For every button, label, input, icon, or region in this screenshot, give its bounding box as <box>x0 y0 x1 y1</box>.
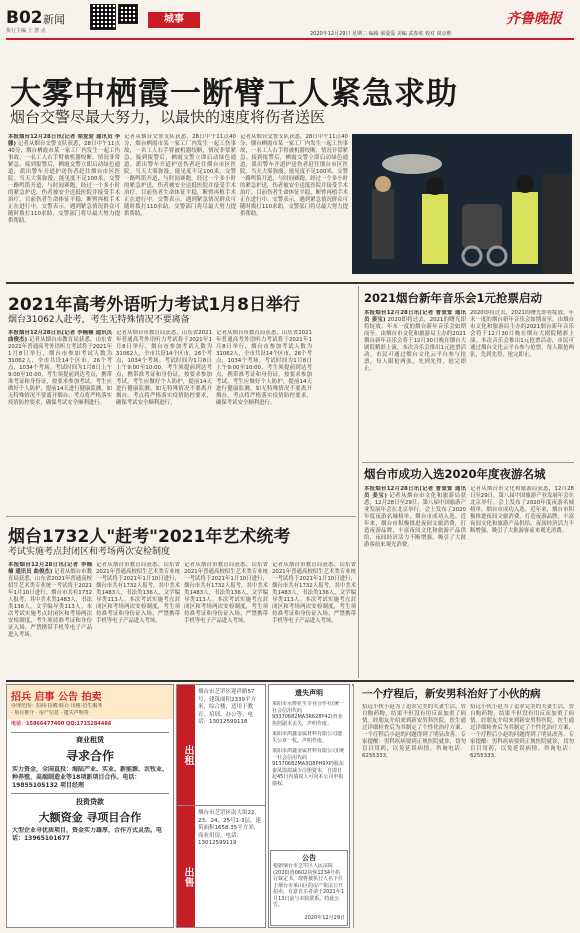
rent-ad <box>177 685 265 805</box>
art-body-text-4: 记者从烟台市教育局获悉，山东省2021年普通高校招生艺术类专业统一考试将于2021年1月10日进行，烟台市共有1732人报考，其中美术类1483人，书法类136人，文学编导类113人。本次考试实施考点封闭区和考场两次安检制度，考生须持准考证和身份证入场，严禁携带手机等电子产品进入考场。 <box>272 562 356 624</box>
lead-byline: 本报烟台12月28日讯(记者 梁爱爱 通讯员 李娜) <box>8 134 120 147</box>
exam-body-col2 <box>116 330 212 518</box>
public-notice-title: 公告 <box>302 854 316 862</box>
qr-code-icon-small <box>118 4 138 24</box>
lead-body-col2 <box>124 134 236 276</box>
exam-headline: 2021年高考外语听力考试1月8日举行 <box>8 295 300 315</box>
concert-body-text-2: 2020即将过去，2021的曙光即将绽放。年末一度的烟台新年音乐会如期而至。由烟台市文化和旅游局主办的2021烟台新年音乐会将于12月30日晚在烟台大剧院精彩上演。本次音乐会推出1元抢票活动，市民可通过烟台文化云平台参与抢票，每人限抢两张，先到先得，抢完即止。 <box>470 310 574 358</box>
exam-body-col1 <box>8 330 112 518</box>
notice-item: 莱阳市水橙花生专业合作社(统一社会信用代码93370682MA3R628Y42)营业执照副本丢失，声明作废。 <box>272 701 344 727</box>
art-body-col4 <box>272 562 356 677</box>
art-body-col2 <box>96 562 180 677</box>
exam-byline: 本报烟台12月28日讯(记者 李楠楠 通讯员 曲俊杰) <box>8 330 112 343</box>
art-body-text-3: 记者从烟台市教育局获悉，山东省2021年普通高校招生艺术类专业统一考试将于2021年1月10日进行，烟台市共有1732人报考，其中美术类1483人，书法类136人，文学编导类113人。本次考试实施考点封闭区和考场两次安检制度，考生须持准考证和身份证入场，严禁携带手机等电子产品进入考场。 <box>184 562 268 624</box>
ad-block2-sub: 大额资金 寻项目合作 <box>38 810 142 824</box>
concert-body-col1 <box>364 310 466 460</box>
ad-banner-line-1: 办理范围：招商·招聘·转让·出租·招生服务 <box>11 703 103 709</box>
art-subhead: 考试实施考点封闭区和考场两次安检制度 <box>8 547 171 557</box>
rent-sale-ad-block <box>176 684 266 928</box>
ad-block1-sub: 寻求合作 <box>65 748 114 763</box>
lead-subhead: 烟台交警尽最大努力，以最快的速度将伤者送医 <box>10 108 326 126</box>
doctor-body-text-2: 招远小伙小赵为了追求完美的夫妻生活，曾自购药物，结果不但没有用反而加重了病情。经朋友介绍来到新安男科医院，医生通过详细检查后为其制定了个性化治疗方案，一个疗程后小赵的问题得到了明显改善。专家提醒：男科疾病要到正规医院就诊，切勿盲目用药，以免延误病情。咨询电话：6255333。 <box>470 704 574 759</box>
header-rule <box>6 38 574 40</box>
ad-block1-body: 实力资金，全国直投：海陆产业、实业、新能源、农牧业、种养殖、高端制造业等18项新项目合作。电话：19855105132 项目经理 <box>12 765 169 789</box>
lead-body-text: 记者从烟台交警支队获悉，28日中午11点40分，烟台栖霞市某一家工厂内发生一起工伤事故，一名工人右手臂被机器绞断，情况非常紧急。接到报警后，栖霞交警立即启动绿色通道，派出警车开道护送伤者赶往烟台市区医院。当天大雾弥漫，能见度不足100米，交警一路鸣笛开道，与时间赛跑。经过一个多小时的紧急护送，伤者被安全送抵医院并接受手术治疗。目前伤者生命体征平稳，断臂再植手术正在进行中。交警表示，遇到紧急情况群众可随时拨打110求助，交警部门将尽最大努力提供帮助。 <box>8 141 120 224</box>
doctor-body-col2 <box>470 704 574 928</box>
page-number: B02 <box>6 8 43 28</box>
doctor-headline: 一个疗程后，新安男科治好了小伙的病 <box>362 688 541 700</box>
column-divider <box>353 684 354 928</box>
rent-label: 出租 <box>177 685 195 805</box>
section-divider <box>6 680 574 682</box>
art-headline: 烟台1732人"赶考"2021年艺术统考 <box>8 527 291 547</box>
section-tag: 城事 <box>148 12 200 28</box>
lead-body-text-2: 记者从烟台交警支队获悉，28日中午11点40分，烟台栖霞市某一家工厂内发生一起工伤事故，一名工人右手臂被机器绞断，情况非常紧急。接到报警后，栖霞交警立即启动绿色通道，派出警车开道护送伤者赶往烟台市区医院。当天大雾弥漫，能见度不足100米，交警一路鸣笛开道，与时间赛跑。经过一个多小时的紧急护送，伤者被安全送抵医院并接受手术治疗。目前伤者生命体征平稳，断臂再植手术正在进行中。交警表示，遇到紧急情况群众可随时拨打110求助，交警部门将尽最大努力提供帮助。 <box>124 134 236 217</box>
editor-line: 执行主编 上 善 点 <box>6 28 46 34</box>
ad-banner-title: 招兵 启事 公告 拍卖 <box>11 692 102 703</box>
ad-banner-phone: 电话：15866477400 QQ:1715284486 <box>11 721 112 727</box>
ad-block2-body: 大型企业寻优质项目，资金实力雄厚，合作方式灵活。电话：13965101677 <box>12 826 163 842</box>
notice-item: 莱阳市鸿鑫金属材料有限公司(统一社会信用代码91370682MA3Q8PH9XP)股东秦凤霞拟减少注册资本，自即日起45日内债权人可向本公司申报债权。 <box>272 748 344 787</box>
famous-body-text: 记者从烟台市文化和旅游局获悉，12月28日至29日，第八届中国旅游产业发展年会在北京举行。会上发布了2020年度夜游名城榜单，烟台市成功入选。近年来，烟台市积极推进夜间文旅消费，打造夜游品牌，丰富夜间文化和旅游产品供给，夜间经济活力不断增强，吸引了大批游客前来观光消费。 <box>364 493 466 548</box>
sale-label: 出售 <box>177 806 195 927</box>
sale-body: 烟台市芝罘区南大街22、23、24、25号1-3层，建筑面积1658.35平方米，商业用房。电话：13012599119 <box>198 810 261 846</box>
ad-banner-line-2: · 项目推介 · 房产信息 · 遗失声明等 <box>11 709 89 716</box>
lead-headline: 大雾中栖霞一断臂工人紧急求助 <box>10 76 458 112</box>
lead-body-col3 <box>240 134 348 276</box>
art-body-text-2: 记者从烟台市教育局获悉，山东省2021年普通高校招生艺术类专业统一考试将于2021年1月10日进行，烟台市共有1732人报考，其中美术类1483人，书法类136人，文学编导类113人。本次考试实施考点封闭区和考场两次安检制度，考生须持准考证和身份证入场，严禁携带手机等电子产品进入考场。 <box>96 562 180 624</box>
doctor-body-text: 招远小伙小赵为了追求完美的夫妻生活，曾自购药物，结果不但没有用反而加重了病情。经朋友介绍来到新安男科医院，医生通过详细检查后为其制定了个性化治疗方案，一个疗程后小赵的问题得到了明显改善。专家提醒：男科疾病要到正规医院就诊，切勿盲目用药，以免延误病情。咨询电话：6255333。 <box>362 704 466 759</box>
famous-body-text-2: 记者从烟台市文化和旅游局获悉，12月28日至29日，第八届中国旅游产业发展年会在北京举行。会上发布了2020年度夜游名城榜单，烟台市成功入选。近年来，烟台市积极推进夜间文旅消费，打造夜游品牌，丰富夜间文化和旅游产品供给，夜间经济活力不断增强，吸引了大批游客前来观光消费。 <box>470 486 574 534</box>
newspaper-logo: 齐鲁晚报 <box>506 11 562 27</box>
concert-headline: 2021烟台新年音乐会1元抢票启动 <box>364 291 543 305</box>
ad-block1-title: 商业租赁 <box>76 735 104 744</box>
famous-headline: 烟台市成功入选2020年度夜游名城 <box>364 467 546 481</box>
divider <box>6 516 356 517</box>
famous-body-col2 <box>470 486 574 678</box>
lead-body-text-3: 记者从烟台交警支队获悉，28日中午11点40分，烟台栖霞市某一家工厂内发生一起工伤事故，一名工人右手臂被机器绞断，情况非常紧急。接到报警后，栖霞交警立即启动绿色通道，派出警车开道护送伤者赶往烟台市区医院。当天大雾弥漫，能见度不足100米，交警一路鸣笛开道，与时间赛跑。经过一个多小时的紧急护送，伤者被安全送抵医院并接受手术治疗。目前伤者生命体征平稳，断臂再植手术正在进行中。交警表示，遇到紧急情况群众可随时拨打110求助，交警部门将尽最大努力提供帮助。 <box>240 134 348 217</box>
concert-body-col2 <box>470 310 574 460</box>
date-line: 2020年12月29日 星期二 编辑 梁爱爱 美编 武春虎 校对 周京熙 <box>310 31 452 37</box>
rent-body: 烟台市芝罘区迎祥路57号，建筑面积2339平方米，综合楼，适用于教育、培训、办公等。电话：13012599118 <box>198 689 256 725</box>
classified-ad-block <box>6 684 174 928</box>
exam-body-text: 记者从烟台市教育局获悉，山东省2021年普通高考外语听力考试将于2021年1月8日举行，烟台市参加考试人数为31062人，全市共设14个区市、26个考点，1034个考场。考试时间为1月8日上午9:00至10:00，考生须提前到达考点，携带准考证和身份证，按要求参加考试。考生应做好个人防护，提前14天进行健康监测，如无特殊情况不要离开烟台。考点将严格落实疫情防控要求，确保考试安全顺利进行。 <box>8 337 112 406</box>
art-byline: 本报烟台12月28日讯(记者 李楠楠 通讯员 曲俊杰) <box>8 562 92 575</box>
exam-subhead: 烟台31062人赴考，考生无特殊情况不要离备 <box>8 315 190 325</box>
exam-body-text-3: 记者从烟台市教育局获悉，山东省2021年普通高考外语听力考试将于2021年1月8日举行，烟台市参加考试人数为31062人，全市共设14个区市、26个考点，1034个考场。考试时间为1月8日上午9:00至10:00，考生须提前到达考点，携带准考证和身份证，按要求参加考试。考生应做好个人防护，提前14天进行健康监测，如无特殊情况不要离开烟台。考点将严格落实疫情防控要求，确保考试安全顺利进行。 <box>216 330 312 406</box>
column-divider <box>358 286 359 678</box>
ad-banner <box>7 685 173 719</box>
sale-ad <box>177 805 265 927</box>
art-body-col1 <box>8 562 92 677</box>
art-body-col3 <box>184 562 268 677</box>
section-name: 新闻 <box>43 13 65 26</box>
lead-body-col1 <box>8 134 120 276</box>
notice-item: 莱阳市鸿鑫金属材料有限公司遗失公章一枚，声明作废。 <box>272 731 343 744</box>
public-notice-block <box>270 850 348 926</box>
concert-byline: 本报烟台12月28日讯(记者 曹萱萱 通讯员 姜宝) <box>364 310 466 323</box>
lead-photo <box>352 134 572 274</box>
public-notice-date: 2020年12月29日 <box>304 915 345 921</box>
masthead <box>0 0 580 37</box>
section-divider <box>6 282 574 284</box>
public-notice-body: 根据烟台市芝罘区人民法院(2020)鲁0602执恢1234号执行裁定书，现将被执行人名下位于烟台市莱山区的房产依法公开拍卖，有意竞买者请于2021年1月13日前与本院联系。特此公告。 <box>273 863 344 908</box>
divider <box>362 462 574 463</box>
famous-byline: 本报烟台12月28日讯(记者 曹萱萱 通讯员 姜宝) <box>364 486 466 499</box>
exam-body-text-2: 记者从烟台市教育局获悉，山东省2021年普通高考外语听力考试将于2021年1月8日举行，烟台市参加考试人数为31062人，全市共设14个区市、26个考点，1034个考场。考试时间为1月8日上午9:00至10:00，考生须提前到达考点，携带准考证和身份证，按要求参加考试。考生应做好个人防护，提前14天进行健康监测，如无特殊情况不要离开烟台。考点将严格落实疫情防控要求，确保考试安全顺利进行。 <box>116 330 212 406</box>
exam-body-col3 <box>216 330 312 518</box>
famous-body-col1 <box>364 486 466 678</box>
notice-title: 遗失声明 <box>295 689 323 697</box>
photo-scene-icon <box>352 134 572 274</box>
art-body-text: 记者从烟台市教育局获悉，山东省2021年普通高校招生艺术类专业统一考试将于2021年1月10日进行，烟台市共有1732人报考，其中美术类1483人，书法类136人，文学编导类113人。本次考试实施考点封闭区和考场两次安检制度，考生须持准考证和身份证入场，严禁携带手机等电子产品进入考场。 <box>8 569 92 638</box>
doctor-body-col1 <box>362 704 466 928</box>
qr-code-icon <box>90 4 116 30</box>
concert-body-text: 2020即将过去，2021的曙光即将绽放。年末一度的烟台新年音乐会如期而至。由烟台市文化和旅游局主办的2021烟台新年音乐会将于12月30日晚在烟台大剧院精彩上演。本次音乐会推出1元抢票活动，市民可通过烟台文化云平台参与抢票，每人限抢两张，先到先得，抢完即止。 <box>364 317 466 372</box>
ad-block2-title: 投资贷款 <box>76 797 104 806</box>
